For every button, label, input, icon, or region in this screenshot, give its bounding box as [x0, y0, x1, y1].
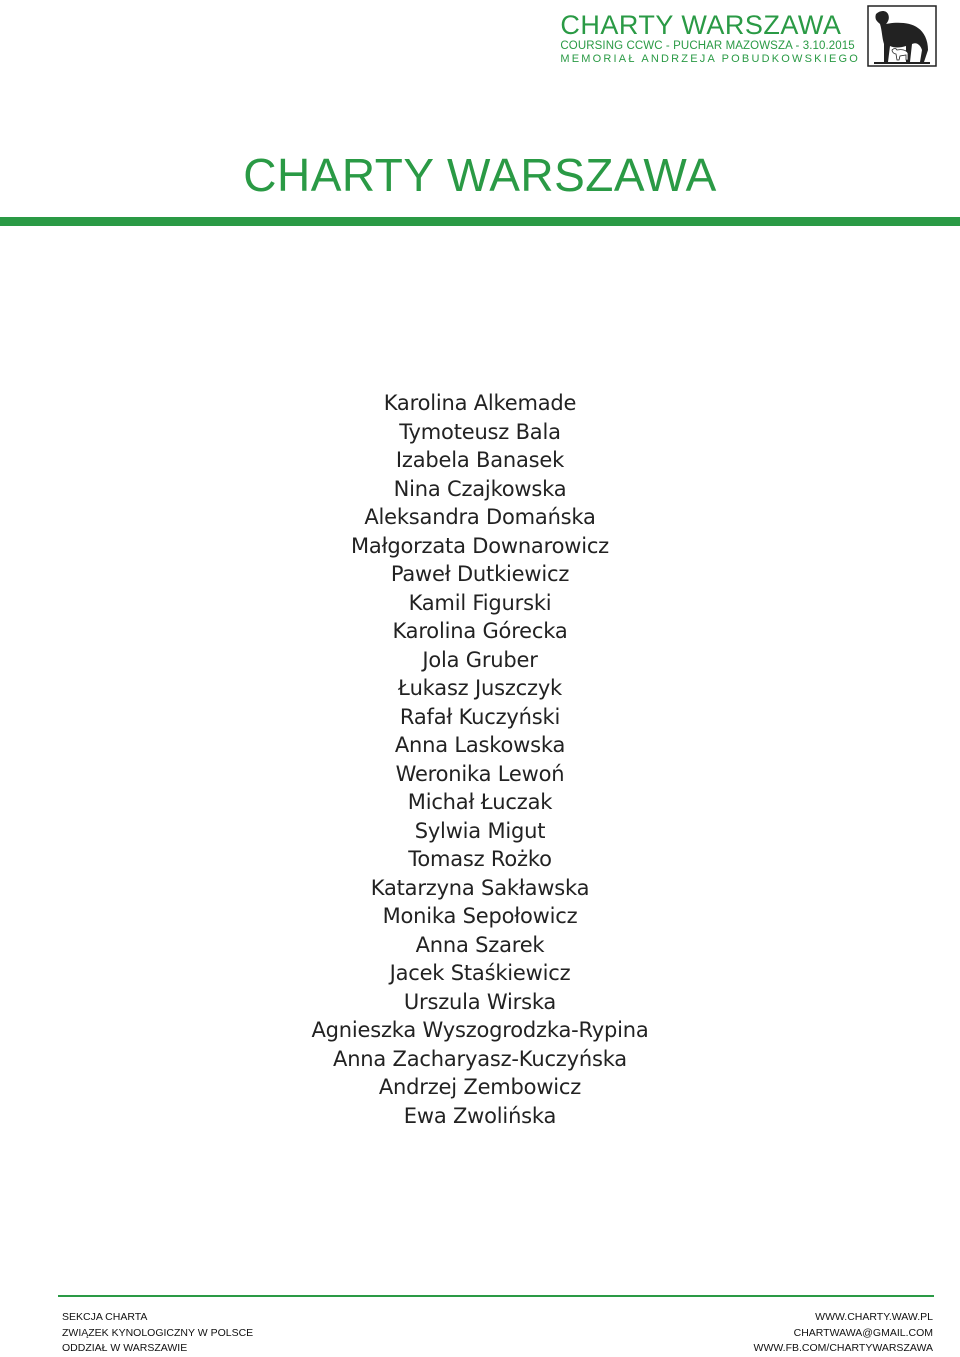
footer-divider — [58, 1295, 934, 1297]
list-item: Andrzej Zembowicz — [378, 1075, 582, 1099]
list-item: Jola Gruber — [422, 647, 538, 672]
footer-branch-name: ODDZIAŁ W WARSZAWIE — [62, 1342, 188, 1354]
footer-email-link[interactable]: CHARTWAWA@GMAIL.COM — [793, 1326, 933, 1339]
list-item: Izabela Banasek — [395, 448, 565, 472]
list-item: Nina Czajkowska — [393, 476, 567, 501]
list-item: Anna Zacharyasz-Kuczyńska — [333, 1046, 627, 1071]
brand-subtitle-event: COURSING CCWC - PUCHAR MAZOWSZA - 3.10.2015 — [560, 40, 855, 52]
list-item: Michał Łuczak — [407, 790, 553, 814]
list-item: Kamil Figurski — [408, 590, 552, 615]
list-item: Sylwia Migut — [414, 818, 546, 843]
list-item: Aleksandra Domańska — [364, 505, 596, 529]
list-item: Łukasz Juszczyk — [397, 676, 563, 700]
footer-contacts — [754, 1310, 933, 1357]
footer-association-name: ZWIĄZEK KYNOLOGICZNY W POLSCE — [62, 1326, 254, 1339]
list-item: Weronika Lewoń — [395, 761, 565, 786]
list-item: Rafał Kuczyński — [399, 704, 561, 729]
header-brand — [560, 10, 860, 66]
brand-subtitle-memorial: MEMORIAŁ ANDRZEJA POBUDKOWSKIEGO — [560, 53, 860, 65]
list-item: Tymoteusz Bala — [399, 419, 561, 444]
list-item: Agnieszka Wyszogrodzka-Rypina — [311, 1018, 649, 1042]
list-item: Paweł Dutkiewicz — [390, 562, 570, 586]
list-item: Anna Laskowska — [394, 733, 566, 757]
list-item: Karolina Alkemade — [383, 391, 577, 415]
list-item: Urszula Wirska — [403, 989, 557, 1014]
footer-facebook-link[interactable]: WWW.FB.COM/CHARTYWARSZAWA — [753, 1342, 933, 1354]
list-item: Jacek Staśkiewicz — [389, 961, 571, 985]
list-item: Ewa Zwolińska — [403, 1103, 557, 1128]
list-item: Małgorzata Downarowicz — [350, 533, 609, 558]
page-title: CHARTY WARSZAWA — [243, 149, 717, 201]
list-item: Karolina Górecka — [392, 619, 568, 643]
list-item: Anna Szarek — [415, 932, 545, 957]
list-item: Monika Sepołowicz — [382, 904, 578, 928]
footer-website-link[interactable]: WWW.CHARTY.WAW.PL — [815, 1311, 933, 1323]
names-list — [0, 389, 960, 1130]
list-item: Katarzyna Sakławska — [370, 875, 590, 900]
greyhound-logo-icon — [866, 4, 938, 68]
title-divider — [0, 217, 960, 226]
footer-organization — [62, 1310, 253, 1357]
list-item: Tomasz Rożko — [408, 847, 552, 871]
footer-section-name: SEKCJA CHARTA — [62, 1311, 148, 1323]
brand-title: CHARTY WARSZAWA — [560, 10, 842, 40]
